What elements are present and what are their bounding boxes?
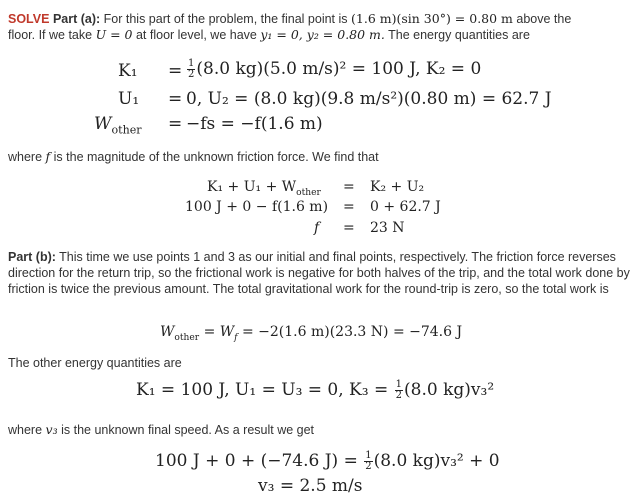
part-a-intro <box>8 11 630 43</box>
eq2-row1-lhs-text: K₁ + U₁ + W <box>207 179 297 195</box>
eq-final-half-num: 1 <box>365 450 372 461</box>
part-a-text-1: For this part of the problem, the final point is <box>103 12 348 26</box>
eq2-row1-lhs <box>207 179 321 198</box>
eq-final-right: (8.0 kg)v₃² + 0 <box>373 451 500 471</box>
eq-work-rhs: = −2(1.6 m)(23.3 N) = −74.6 J <box>241 324 463 340</box>
half-num: 1 <box>188 58 195 69</box>
eq-k1-equals: = <box>168 61 183 81</box>
eq-w-lhs <box>94 114 142 136</box>
eq2-row3-lhs: f <box>314 220 320 236</box>
eq2-row3-rhs: 23 N <box>370 220 405 236</box>
eq2-row3-equals: = <box>343 220 355 236</box>
eq2-row1-rhs: K₂ + U₂ <box>370 179 425 195</box>
part-b-label: Part (b): <box>8 250 56 264</box>
eq-w-equals: = <box>168 114 183 134</box>
eq2-row1-equals: = <box>343 179 355 195</box>
eq2-row1-sub: other <box>296 187 321 198</box>
eq-u1-equals: = <box>168 89 183 109</box>
eq-energy-half <box>395 380 403 401</box>
eq2-row2-rhs: 0 + 62.7 J <box>370 199 441 215</box>
k1-rhs-text: (8.0 kg)(5.0 m/s)² = 100 J, K₂ = 0 <box>196 59 482 79</box>
half-fraction <box>187 59 195 80</box>
eq-work-mid-sub: f <box>234 332 238 343</box>
eq2-row2-equals: = <box>343 199 355 215</box>
solve-label: SOLVE <box>8 12 50 26</box>
eq-final-half <box>364 451 372 472</box>
eq-final-result: v₃ = 2.5 m/s <box>258 476 363 496</box>
eq-final <box>155 451 500 472</box>
speed-note-text-2: is the unknown final speed. As a result we get <box>61 423 315 437</box>
friction-note-text-2: is the magnitude of the unknown friction force. We find that <box>53 150 379 164</box>
eq-energy <box>136 380 494 401</box>
part-a-text-3: floor. If we take <box>8 28 93 42</box>
friction-note-text-1: where <box>8 150 43 164</box>
eq-work-mid: = W <box>203 324 235 340</box>
part-a-text-2: above the <box>516 12 572 26</box>
part-a-label: Part (a): <box>52 12 101 26</box>
friction-note <box>8 149 630 165</box>
speed-note <box>8 422 630 438</box>
eq-w-rhs: −fs = −f(1.6 m) <box>186 114 323 134</box>
friction-note-f: f <box>45 149 51 164</box>
part-a-u-zero: U = 0 <box>95 27 133 42</box>
eq-k1-lhs: K₁ <box>118 61 138 81</box>
eq-work-lhs: W <box>160 324 175 340</box>
eq-work <box>160 324 462 343</box>
eq-energy-half-num: 1 <box>395 379 403 390</box>
eq-energy-half-den: 2 <box>395 390 403 401</box>
eq-u1-lhs: U₁ <box>118 89 140 109</box>
eq-final-left: 100 J + 0 + (−74.6 J) = <box>155 451 358 471</box>
part-a-y-values: y₁ = 0, y₂ = 0.80 m. <box>260 27 385 42</box>
part-a-height-expr: (1.6 m)(sin 30°) = 0.80 m <box>351 11 513 26</box>
speed-note-text-1: where <box>8 423 43 437</box>
half-den: 2 <box>188 69 195 80</box>
eq-final-half-den: 2 <box>365 461 372 472</box>
eq-energy-right: (8.0 kg)v₃² <box>404 380 495 400</box>
eq-k1-rhs <box>186 59 481 80</box>
eq-u1-rhs: 0, U₂ = (8.0 kg)(9.8 m/s²)(0.80 m) = 62.7 J <box>186 89 552 109</box>
part-b-body: This time we use points 1 and 3 as our initial and final points, respectively. The friction force reverses direction for the return trip, so the frictional work is negative for both halves of the trip, and the total work done by friction is twice the previous amount. The total gravitational work for the round-trip is zero, so the total work is <box>8 250 630 296</box>
other-energy-note: The other energy quantities are <box>8 356 182 370</box>
w-symbol: W <box>94 114 112 134</box>
eq2-row2-lhs: 100 J + 0 − f(1.6 m) <box>185 199 329 215</box>
speed-note-v3: v₃ <box>45 422 58 437</box>
part-b-text <box>8 249 630 297</box>
eq-work-lhs-sub: other <box>174 332 200 343</box>
eq-energy-left: K₁ = 100 J, U₁ = U₃ = 0, K₃ = <box>136 380 389 400</box>
part-a-text-5: The energy quantities are <box>388 28 530 42</box>
part-a-text-4: at floor level, we have <box>135 28 257 42</box>
w-subscript: other <box>111 123 142 137</box>
